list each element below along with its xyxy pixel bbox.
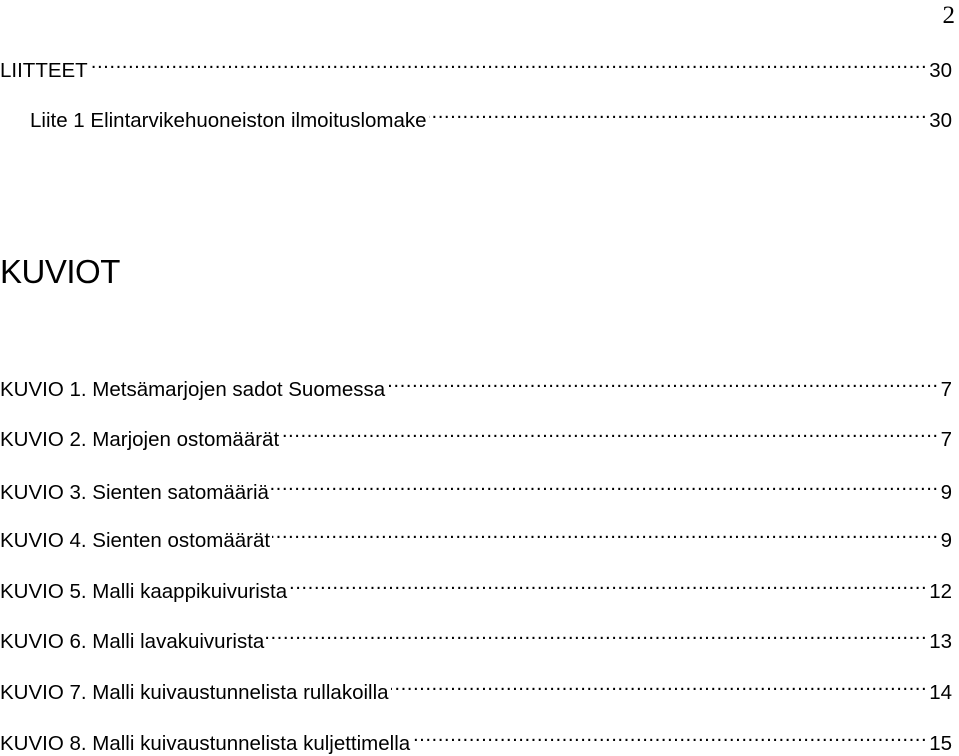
- dot-leader: [412, 726, 927, 750]
- toc-entry-appendices[interactable]: [0, 53, 952, 83]
- dot-leader: [429, 103, 928, 127]
- toc-entry-figure-2[interactable]: [0, 422, 952, 452]
- toc-entry-text: KUVIO 1. Metsämarjojen sadot Suomessa: [0, 378, 386, 401]
- dot-leader: [272, 523, 939, 547]
- toc-entry-figure-6[interactable]: [0, 624, 952, 654]
- toc-entry-page: 9: [940, 481, 952, 504]
- toc-entry-text: KUVIO 6. Malli lavakuivurista: [0, 630, 265, 653]
- page-number: 2: [942, 2, 955, 29]
- dot-leader: [271, 475, 939, 499]
- toc-entry-page: 30: [929, 59, 952, 82]
- toc-entry-text: KUVIO 4. Sienten ostomäärät: [0, 529, 271, 552]
- toc-entry-text: KUVIO 2. Marjojen ostomäärät: [0, 428, 280, 451]
- toc-entry-text: KUVIO 5. Malli kaappikuivurista: [0, 580, 288, 603]
- toc-entry-page: 15: [929, 732, 952, 755]
- toc-entry-page: 12: [929, 580, 952, 603]
- toc-entry-text: Liite 1 Elintarvikehuoneiston ilmoituslomake: [30, 109, 427, 132]
- toc-entry-page: 9: [940, 529, 952, 552]
- dot-leader: [90, 53, 927, 77]
- toc-entry-figure-3[interactable]: [0, 475, 952, 505]
- dot-leader: [266, 624, 927, 648]
- toc-entry-text: KUVIO 8. Malli kuivaustunnelista kuljettimella: [0, 732, 411, 755]
- toc-entry-appendix-1[interactable]: [30, 103, 952, 133]
- toc-entry-page: 30: [929, 109, 952, 132]
- toc-entry-page: 14: [929, 681, 952, 704]
- toc-entry-page: 13: [929, 630, 952, 653]
- toc-entry-text: LIITTEET: [0, 59, 88, 82]
- section-heading-figures: KUVIOT: [0, 253, 120, 290]
- dot-leader: [281, 422, 938, 446]
- toc-entry-page: 7: [940, 428, 952, 451]
- toc-entry-text: KUVIO 7. Malli kuivaustunnelista rullakoilla: [0, 681, 389, 704]
- toc-entry-page: 7: [940, 378, 952, 401]
- toc-entry-figure-1[interactable]: [0, 372, 952, 402]
- toc-entry-figure-7[interactable]: [0, 675, 952, 705]
- toc-entry-figure-8[interactable]: [0, 726, 952, 756]
- toc-entry-figure-4[interactable]: [0, 523, 952, 553]
- dot-leader: [391, 675, 928, 699]
- dot-leader: [289, 574, 927, 598]
- toc-entry-figure-5[interactable]: [0, 574, 952, 604]
- dot-leader: [387, 372, 938, 396]
- toc-entry-text: KUVIO 3. Sienten satomääriä: [0, 481, 269, 504]
